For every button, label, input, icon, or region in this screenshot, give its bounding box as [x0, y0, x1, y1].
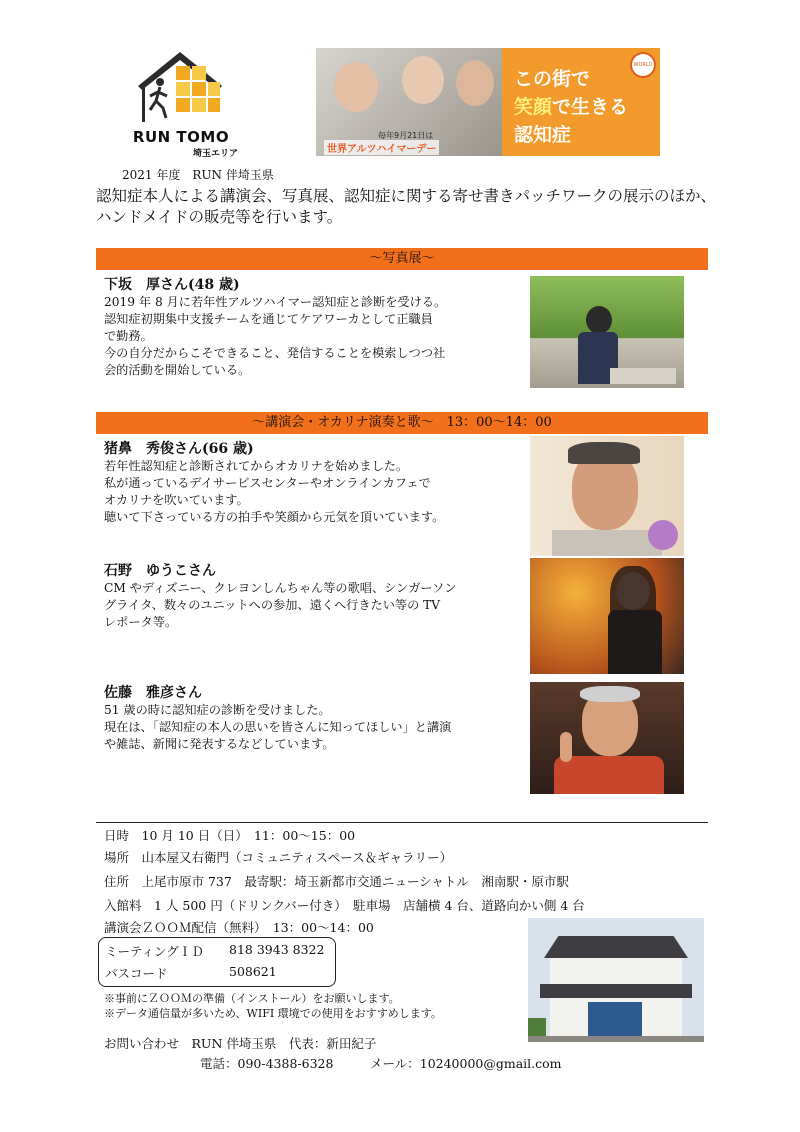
photo-shimosaka	[530, 276, 684, 388]
zoom-note-install: ※事前にＺＯＯＭの準備（インストール）をお願いします。	[104, 992, 400, 1005]
contact-mail: メール：10240000@gmail.com	[370, 1056, 562, 1071]
desc-line: レポータ等。	[104, 615, 178, 629]
meeting-id-label: ミーティングＩＤ	[105, 944, 204, 959]
photo-venue-building	[528, 918, 704, 1042]
event-address: 住所 上尾市原市 737 最寄駅：埼玉新都市交通ニューシャトル 湘南駅・原市駅	[104, 874, 569, 889]
photo-exhibition-header: ～写真展～	[96, 248, 708, 270]
banner-line-3: 認知症	[514, 124, 572, 146]
photo-inohana	[530, 436, 684, 556]
person-desc-ishino	[104, 580, 456, 631]
person-name-ishino: 石野 ゆうこさん	[104, 563, 216, 579]
photo-ishino	[530, 558, 684, 674]
desc-line: グライタ、数々のユニットへの参加、遠くへ行きたい等の TV	[104, 598, 441, 612]
alzheimer-day-banner	[316, 48, 660, 156]
zoom-info: 講演会ＺＯＯＭ配信（無料） 13：00～14：00	[104, 920, 374, 935]
desc-line: 2019 年 8 月に若年性アルツハイマー認知症と診断を受ける。	[104, 295, 447, 309]
world-badge-icon: WORLD	[630, 52, 656, 78]
desc-line: 現在は、｢認知症の本人の思いを皆さんに知ってほしい」と講演	[104, 720, 452, 734]
contact-phone: 電話：090-4388-6328	[200, 1056, 334, 1071]
desc-line: 聴いて下さっている方の拍手や笑顔から元気を頂いています。	[104, 510, 445, 524]
event-place: 場所 山本屋又右衛門（コミュニティスペース＆ギャラリー）	[104, 850, 453, 865]
photo-sato	[530, 682, 684, 794]
passcode-label: パスコード	[105, 966, 168, 981]
banner-line-2-rest: で生きる	[552, 96, 629, 118]
house-runner-icon	[130, 46, 230, 124]
logo-area-text: 埼玉エリア	[192, 149, 238, 159]
person-name-inohana: 猪鼻 秀俊さん(66 歳)	[104, 441, 254, 457]
contact-info: お問い合わせ RUN 伴埼玉県 代表：新田紀子	[104, 1036, 377, 1051]
desc-line: 若年性認知症と診断されてからオカリナを始めました。	[104, 459, 409, 473]
person-desc-sato	[104, 702, 451, 753]
event-fee: 入館料 1 人 500 円（ドリンクバー付き） 駐車場 店舗横 4 台、道路向かい側 4 台	[104, 898, 585, 913]
intro-text: 認知症本人による講演会、写真展、認知症に関する寄せ書きパッチワークの展示のほか、ハンドメイドの販売等を行います。	[96, 187, 717, 226]
person-name-shimosaka: 下坂 厚さん(48 歳)	[104, 277, 240, 293]
desc-line: 今の自分だからこそできること、発信することを模索しつつ社	[104, 346, 446, 360]
passcode-value: 508621	[229, 964, 277, 979]
year-heading: 2021 年度 RUN 伴埼玉県	[122, 168, 274, 182]
banner-day-label: 世界アルツハイマーデー	[324, 140, 439, 155]
section-divider	[96, 822, 708, 823]
logo-brand-text: RUN TOMO	[132, 128, 230, 146]
lecture-header: ～講演会・オカリナ演奏と歌～ 13：00～14：00	[96, 412, 708, 434]
zoom-note-wifi: ※データ通信量が多いため、WIFI 環境での使用をおすすめします。	[104, 1007, 442, 1020]
event-date: 日時 10 月 10 日（日） 11：00～15：00	[104, 828, 356, 843]
desc-line: 私が通っているデイサービスセンターやオンラインカフェで	[104, 476, 431, 490]
meeting-id-value: 818 3943 8322	[229, 942, 325, 957]
desc-line: オカリナを吹いています。	[104, 493, 249, 507]
banner-line-1: この街で	[514, 68, 591, 90]
banner-highlight: 笑顔	[514, 96, 553, 118]
person-name-sato: 佐藤 雅彦さん	[104, 685, 202, 701]
desc-line: で勤務。	[104, 329, 153, 343]
desc-line: 認知症初期集中支援チームを通じてケアワーカとして正職員	[104, 312, 433, 326]
banner-line-2	[514, 92, 628, 119]
zoom-credentials-box	[98, 937, 336, 987]
desc-line: 51 歳の時に認知症の診断を受けました。	[104, 703, 331, 717]
person-desc-shimosaka	[104, 294, 446, 379]
person-desc-inohana	[104, 458, 444, 526]
run-tomo-logo	[122, 42, 240, 160]
desc-line: や雑誌、新聞に発表するなどしています。	[104, 737, 335, 751]
desc-line: CM やディズニー、クレヨンしんちゃん等の歌唱、シンガーソン	[104, 581, 457, 595]
desc-line: 会的活動を開始している。	[104, 363, 251, 377]
banner-date-note: 毎年9月21日は	[378, 131, 434, 140]
